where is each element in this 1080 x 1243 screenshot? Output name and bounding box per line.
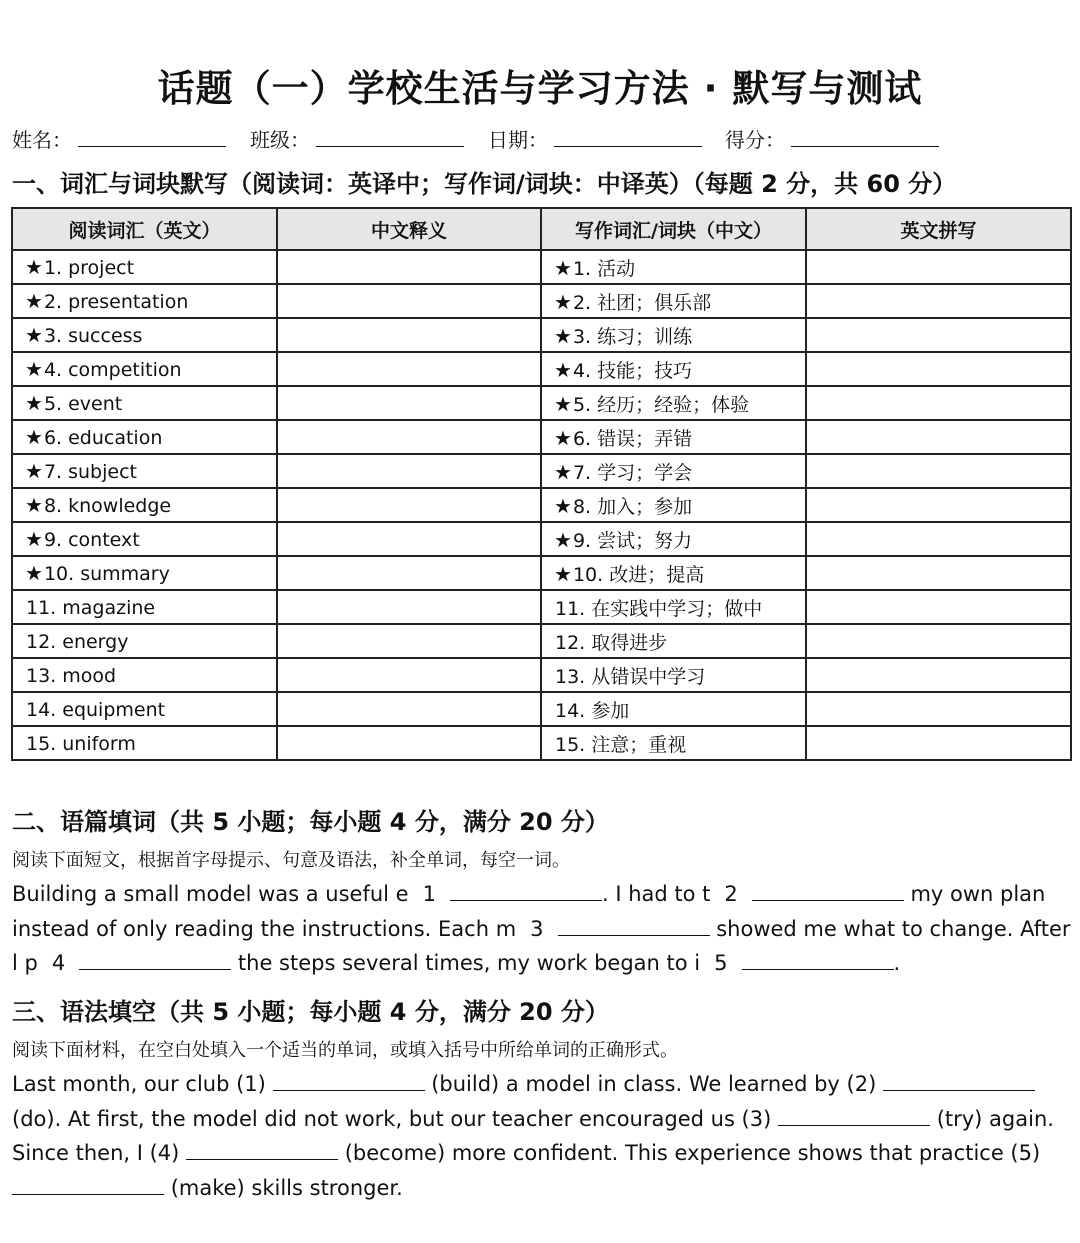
- reading-vocab-cell-text: 1. project: [43, 257, 135, 279]
- table-row: [12, 590, 1071, 624]
- writing-vocab-cell: [541, 522, 806, 556]
- writing-vocab-cell-text: 11. 在实践中学习；做中: [555, 597, 763, 620]
- passage-line: [12, 1102, 1068, 1137]
- english-spelling-answer-cell[interactable]: [806, 284, 1071, 318]
- chinese-meaning-answer-cell[interactable]: [277, 556, 541, 590]
- score-label: 得分：: [725, 128, 785, 152]
- star-icon: ★: [554, 289, 572, 314]
- reading-vocab-cell: [12, 352, 277, 386]
- passage-text: (do). At first, the model did not work, but our teacher encouraged us (3): [12, 1106, 772, 1131]
- reading-vocab-cell: [12, 318, 277, 352]
- star-icon: ★: [554, 493, 572, 518]
- table-row: [12, 692, 1071, 726]
- english-spelling-answer-cell[interactable]: [806, 624, 1071, 658]
- answer-blank[interactable]: [79, 947, 231, 970]
- english-spelling-answer-cell[interactable]: [806, 590, 1071, 624]
- score-blank[interactable]: [791, 126, 939, 147]
- chinese-meaning-answer-cell[interactable]: [277, 590, 541, 624]
- header-english-spelling: 英文拼写: [806, 208, 1071, 250]
- passage-text: .: [893, 951, 901, 975]
- writing-vocab-cell: [541, 386, 806, 420]
- star-icon: ★: [25, 357, 43, 381]
- star-icon: ★: [25, 391, 43, 415]
- vocabulary-table: [11, 207, 1072, 761]
- writing-vocab-cell-text: 1. 活动: [572, 257, 636, 280]
- class-field: [250, 124, 464, 153]
- passage-text: (build) a model in class. We learned by (2): [431, 1072, 877, 1096]
- star-icon: ★: [554, 323, 572, 348]
- blank-number: 1: [422, 882, 436, 906]
- section3-heading: 三、语法填空（共 5 小题；每小题 4 分，满分 20 分）: [12, 998, 609, 1026]
- reading-vocab-cell-text: 13. mood: [26, 665, 117, 687]
- reading-vocab-cell: [12, 386, 277, 420]
- table-header-row: [12, 208, 1071, 250]
- english-spelling-answer-cell[interactable]: [806, 250, 1071, 284]
- name-field: [12, 124, 226, 153]
- english-spelling-answer-cell[interactable]: [806, 386, 1071, 420]
- table-row: [12, 726, 1071, 760]
- star-icon: ★: [554, 255, 572, 280]
- star-icon: ★: [25, 459, 43, 483]
- reading-vocab-cell-text: 14. equipment: [26, 699, 166, 721]
- writing-vocab-cell: [541, 692, 806, 726]
- english-spelling-answer-cell[interactable]: [806, 352, 1071, 386]
- chinese-meaning-answer-cell[interactable]: [277, 318, 541, 352]
- name-blank[interactable]: [78, 126, 226, 147]
- passage-text: l p: [12, 951, 38, 975]
- star-icon: ★: [554, 459, 572, 484]
- answer-blank[interactable]: [186, 1137, 338, 1160]
- chinese-meaning-answer-cell[interactable]: [277, 658, 541, 692]
- passage-line: [12, 912, 1071, 947]
- writing-vocab-cell: [541, 726, 806, 760]
- reading-vocab-cell-text: 3. success: [43, 325, 143, 347]
- english-spelling-answer-cell[interactable]: [806, 726, 1071, 760]
- passage-text: Last month, our club (1): [12, 1072, 266, 1096]
- writing-vocab-cell: [541, 556, 806, 590]
- table-row: [12, 386, 1071, 420]
- reading-vocab-cell: [12, 250, 277, 284]
- english-spelling-answer-cell[interactable]: [806, 658, 1071, 692]
- class-blank[interactable]: [316, 126, 464, 147]
- answer-blank[interactable]: [558, 913, 710, 936]
- writing-vocab-cell-text: 6. 错误；弄错: [572, 427, 693, 450]
- chinese-meaning-answer-cell[interactable]: [277, 726, 541, 760]
- writing-vocab-cell-text: 5. 经历；经验；体验: [572, 393, 750, 416]
- reading-vocab-cell-text: 2. presentation: [43, 291, 189, 313]
- section1-heading: 一、词汇与词块默写（阅读词：英译中；写作词/词块：中译英）（每题 2 分，共 60 分）: [12, 170, 957, 198]
- section3-passage: [12, 1067, 1068, 1205]
- section2-heading: 二、语篇填词（共 5 小题；每小题 4 分，满分 20 分）: [12, 808, 609, 836]
- writing-vocab-cell: [541, 658, 806, 692]
- writing-vocab-cell-text: 13. 从错误中学习: [555, 665, 706, 688]
- reading-vocab-cell: [12, 420, 277, 454]
- date-blank[interactable]: [554, 126, 702, 147]
- reading-vocab-cell-text: 7. subject: [43, 461, 137, 483]
- writing-vocab-cell-text: 4. 技能；技巧: [572, 359, 693, 382]
- passage-text: Building a small model was a useful e: [12, 882, 409, 906]
- reading-vocab-cell: [12, 692, 277, 726]
- chinese-meaning-answer-cell[interactable]: [277, 352, 541, 386]
- writing-vocab-cell-text: 14. 参加: [555, 699, 630, 722]
- passage-text: (make) skills stronger.: [170, 1175, 403, 1200]
- answer-blank[interactable]: [752, 878, 904, 901]
- writing-vocab-cell-text: 8. 加入；参加: [572, 495, 693, 518]
- passage-text: showed me what to change. After: [716, 916, 1071, 941]
- table-row: [12, 284, 1071, 318]
- chinese-meaning-answer-cell[interactable]: [277, 624, 541, 658]
- passage-line: [12, 1136, 1068, 1171]
- reading-vocab-cell: [12, 624, 277, 658]
- reading-vocab-cell: [12, 590, 277, 624]
- writing-vocab-cell: [541, 454, 806, 488]
- passage-text: instead of only reading the instructions. Each m: [12, 916, 517, 941]
- reading-vocab-cell-text: 12. energy: [26, 631, 129, 653]
- chinese-meaning-answer-cell[interactable]: [277, 420, 541, 454]
- writing-vocab-cell: [541, 420, 806, 454]
- answer-blank[interactable]: [12, 1172, 164, 1195]
- chinese-meaning-answer-cell[interactable]: [277, 488, 541, 522]
- writing-vocab-cell-text: 3. 练习；训练: [572, 325, 693, 348]
- chinese-meaning-answer-cell[interactable]: [277, 692, 541, 726]
- writing-vocab-cell: [541, 488, 806, 522]
- star-icon: ★: [554, 561, 572, 586]
- table-row: [12, 522, 1071, 556]
- reading-vocab-cell-text: 15. uniform: [26, 733, 136, 755]
- passage-text: (try) again.: [936, 1106, 1054, 1131]
- blank-number: 2: [724, 882, 738, 906]
- reading-vocab-cell: [12, 488, 277, 522]
- reading-vocab-cell-text: 6. education: [43, 427, 163, 449]
- passage-text: my own plan: [910, 882, 1046, 906]
- table-row: [12, 556, 1071, 590]
- star-icon: ★: [554, 527, 572, 552]
- passage-line: [12, 877, 1068, 912]
- reading-vocab-cell-text: 5. event: [43, 393, 123, 415]
- writing-vocab-cell: [541, 624, 806, 658]
- date-field: [488, 124, 702, 153]
- reading-vocab-cell-text: 9. context: [43, 529, 140, 551]
- section3-instruction: 阅读下面材料，在空白处填入一个适当的单词，或填入括号中所给单词的正确形式。: [12, 1040, 678, 1061]
- table-row: [12, 250, 1071, 284]
- header-reading-vocab: 阅读词汇（英文）: [12, 208, 277, 250]
- star-icon: ★: [554, 357, 572, 382]
- passage-text: the steps several times, my work began to i: [237, 951, 701, 975]
- reading-vocab-cell-text: 10. summary: [43, 563, 170, 585]
- page-title: 话题（一）学校生活与学习方法 · 默写与测试: [157, 67, 923, 110]
- reading-vocab-cell: [12, 454, 277, 488]
- writing-vocab-cell-text: 12. 取得进步: [555, 631, 668, 654]
- writing-vocab-cell: [541, 250, 806, 284]
- date-label: 日期：: [488, 128, 548, 152]
- english-spelling-answer-cell[interactable]: [806, 454, 1071, 488]
- table-row: [12, 318, 1071, 352]
- answer-blank[interactable]: [450, 878, 602, 901]
- chinese-meaning-answer-cell[interactable]: [277, 386, 541, 420]
- table-row: [12, 658, 1071, 692]
- star-icon: ★: [25, 527, 43, 551]
- answer-blank[interactable]: [778, 1103, 930, 1126]
- star-icon: ★: [25, 425, 43, 449]
- reading-vocab-cell: [12, 556, 277, 590]
- table-row: [12, 352, 1071, 386]
- star-icon: ★: [25, 289, 43, 313]
- english-spelling-answer-cell[interactable]: [806, 488, 1071, 522]
- passage-line: [12, 946, 1068, 981]
- section2-instruction: 阅读下面短文，根据首字母提示、句意及语法，补全单词，每空一词。: [12, 850, 570, 871]
- chinese-meaning-answer-cell[interactable]: [277, 284, 541, 318]
- blank-number: 5: [714, 951, 728, 975]
- passage-line: [12, 1171, 1068, 1206]
- passage-text: . I had to t: [601, 882, 711, 906]
- blank-number: 3: [530, 916, 544, 941]
- writing-vocab-cell: [541, 318, 806, 352]
- writing-vocab-cell: [541, 590, 806, 624]
- header-chinese-meaning: 中文释义: [277, 208, 541, 250]
- star-icon: ★: [25, 561, 43, 585]
- star-icon: ★: [554, 391, 572, 416]
- english-spelling-answer-cell[interactable]: [806, 522, 1071, 556]
- reading-vocab-cell-text: 4. competition: [43, 359, 182, 381]
- score-field: [725, 124, 939, 153]
- reading-vocab-cell: [12, 658, 277, 692]
- writing-vocab-cell-text: 9. 尝试；努力: [572, 529, 693, 552]
- reading-vocab-cell: [12, 726, 277, 760]
- answer-blank[interactable]: [273, 1068, 425, 1091]
- class-label: 班级：: [250, 128, 310, 152]
- english-spelling-answer-cell[interactable]: [806, 692, 1071, 726]
- chinese-meaning-answer-cell[interactable]: [277, 454, 541, 488]
- english-spelling-answer-cell[interactable]: [806, 420, 1071, 454]
- chinese-meaning-answer-cell[interactable]: [277, 522, 541, 556]
- writing-vocab-cell: [541, 284, 806, 318]
- table-row: [12, 624, 1071, 658]
- writing-vocab-cell-text: 15. 注意；重视: [555, 733, 687, 756]
- star-icon: ★: [554, 425, 572, 450]
- blank-number: 4: [51, 951, 66, 975]
- writing-vocab-cell-text: 2. 社团；俱乐部: [572, 291, 712, 314]
- reading-vocab-cell-text: 8. knowledge: [43, 495, 172, 517]
- reading-vocab-cell: [12, 284, 277, 318]
- passage-text: Since then, I (4): [12, 1141, 180, 1165]
- table-row: [12, 488, 1071, 522]
- writing-vocab-cell-text: 10. 改进；提高: [572, 563, 705, 586]
- chinese-meaning-answer-cell[interactable]: [277, 250, 541, 284]
- passage-line: [12, 1067, 1068, 1102]
- english-spelling-answer-cell[interactable]: [806, 556, 1071, 590]
- writing-vocab-cell-text: 7. 学习；学会: [572, 461, 693, 484]
- writing-vocab-cell: [541, 352, 806, 386]
- header-writing-vocab: 写作词汇/词块（中文）: [541, 208, 806, 250]
- table-row: [12, 454, 1071, 488]
- name-label: 姓名：: [12, 128, 72, 152]
- star-icon: ★: [25, 323, 43, 347]
- star-icon: ★: [25, 255, 43, 279]
- reading-vocab-cell: [12, 522, 277, 556]
- reading-vocab-cell-text: 11. magazine: [26, 597, 156, 619]
- english-spelling-answer-cell[interactable]: [806, 318, 1071, 352]
- answer-blank[interactable]: [883, 1068, 1035, 1091]
- table-row: [12, 420, 1071, 454]
- answer-blank[interactable]: [742, 947, 894, 970]
- passage-text: (become) more confident. This experience shows that practice (5): [344, 1141, 1041, 1165]
- star-icon: ★: [25, 493, 43, 517]
- section2-passage: [12, 877, 1071, 981]
